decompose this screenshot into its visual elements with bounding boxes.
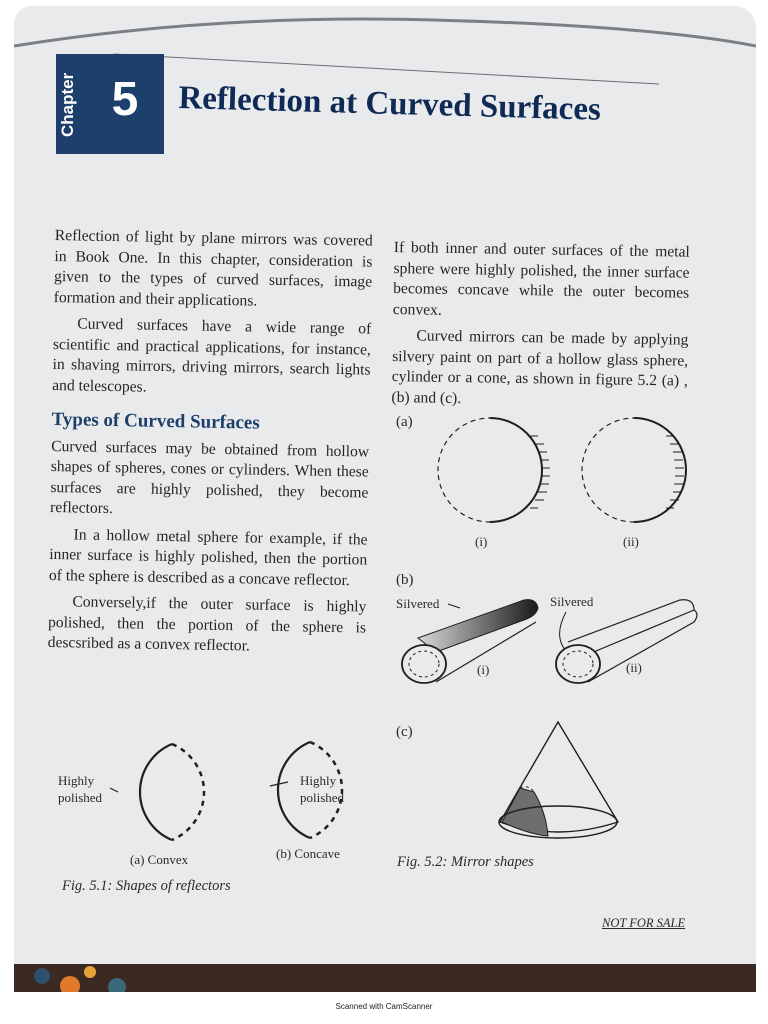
fig-5-2c-cone <box>498 718 638 858</box>
fig-5-2b-cylinder-ii <box>544 592 704 692</box>
fig-5-1-sub-a: (a) Convex <box>130 852 189 867</box>
fig-5-2b-sub-i: (i) <box>477 662 490 677</box>
fig-5-2a-sphere-i <box>426 418 566 528</box>
footer-dot-blue <box>34 968 50 984</box>
label-highly-polished-convex: Highly polished <box>58 773 103 805</box>
paragraph: In a hollow metal sphere for example, if the inner surface is highly polished, then the portion of the sphere is described as a concave reflector. <box>48 525 368 589</box>
section-heading: Types of Curved Surfaces <box>51 408 260 434</box>
chapter-number: 5 <box>111 73 139 126</box>
paragraph: Curved surfaces may be obtained from hollow shapes of spheres, cones or cylinders. When these surfaces are highly polished, they become reflectors. <box>49 437 370 518</box>
not-for-sale-label: NOT FOR SALE <box>602 916 686 930</box>
fig-5-2b-sub-ii: (ii) <box>626 660 642 675</box>
label-silvered-ii: Silvered <box>550 594 594 609</box>
paragraph: Curved surfaces have a wide range of scientific and practical applications, for instance, in shaving mirrors, driving mirrors, search lights and telescopes. <box>52 315 372 396</box>
footer-dot-orange <box>60 976 80 992</box>
scanner-watermark: Scanned with CamScanner <box>335 1002 433 1011</box>
footer-dot-teal <box>108 978 126 992</box>
fig-5-2a-sphere-ii <box>574 418 714 528</box>
book-page <box>14 6 756 992</box>
page-title: Reflection at Curved Surfaces <box>177 80 602 128</box>
fig-5-1-caption: Fig. 5.1: Shapes of reflectors <box>62 878 231 894</box>
footer-dot-yellow <box>84 966 96 978</box>
label-highly-polished-concave: Highly polished <box>300 773 345 805</box>
fig-5-2-label-c: (c) <box>396 724 413 740</box>
paragraph: Curved mirrors can be made by applying silvery paint on part of a hollow glass sphere, cylinder or a cone, as shown in figure 5.2 (a) , (b) and (c). <box>391 327 689 407</box>
chapter-word: Chapter <box>58 72 77 138</box>
fig-5-2a-sub-ii: (ii) <box>623 534 639 549</box>
label-silvered-i: Silvered <box>396 596 440 611</box>
fig-5-1-convex-diagram <box>114 732 254 852</box>
paragraph: Reflection of light by plane mirrors was covered in Book One. In this chapter, consideration is given to the types of curved surfaces, image formation and their applications. <box>53 226 373 310</box>
fig-5-2a-sub-i: (i) <box>475 534 488 549</box>
chapter-badge <box>56 54 164 154</box>
paragraph: If both inner and outer surfaces of the metal sphere were highly polished, the inner surface becomes concave while the outer becomes convex. <box>392 238 690 319</box>
fig-5-2-label-a: (a) <box>396 414 413 430</box>
left-column <box>47 226 373 665</box>
fig-5-1-sub-b: (b) Concave <box>276 846 340 861</box>
fig-5-2-label-b: (b) <box>396 572 414 588</box>
fig-5-2b-cylinder-i <box>396 592 546 692</box>
page-footer-band <box>14 964 756 992</box>
right-column <box>391 238 690 419</box>
fig-5-2-caption: Fig. 5.2: Mirror shapes <box>397 854 534 870</box>
paragraph: Conversely,if the outer surface is highly polished, then the portion of the sphere is descsribed as a convex reflector. <box>47 593 367 655</box>
